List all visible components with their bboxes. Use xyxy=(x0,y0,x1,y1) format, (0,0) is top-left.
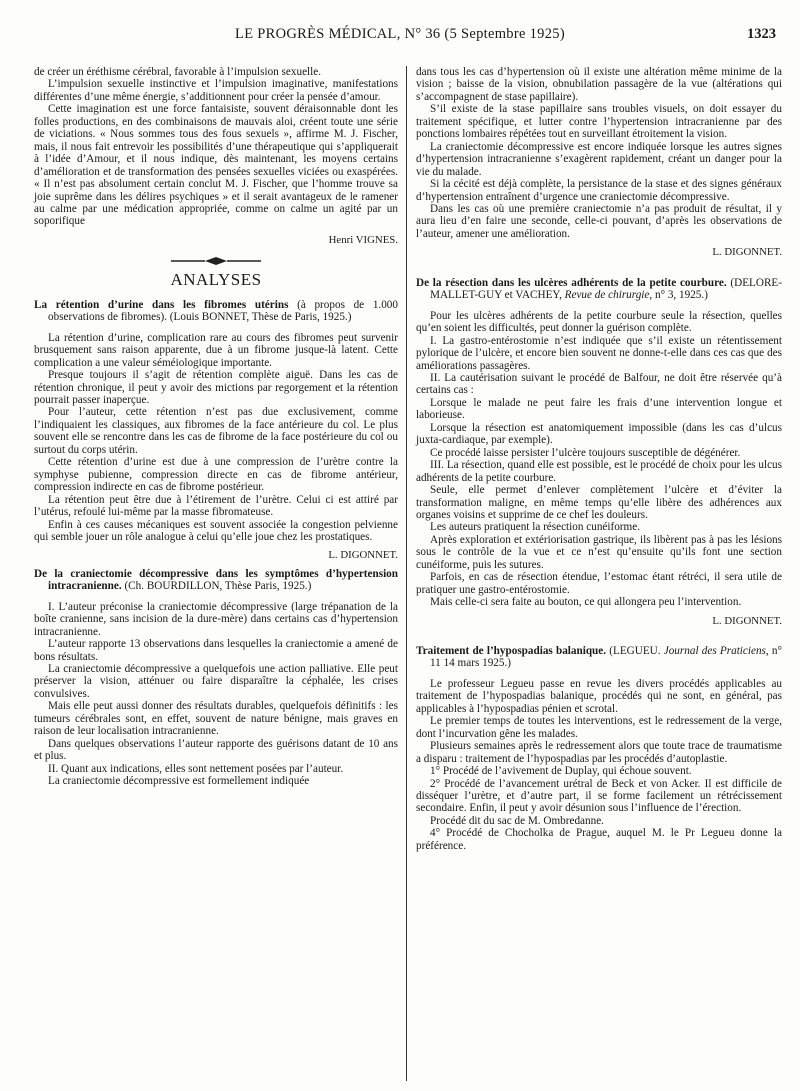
right-column xyxy=(416,66,782,852)
page-number: 1323 xyxy=(747,26,776,42)
paragraph: Enfin à ces causes mécaniques est souvent associée la congestion pelvienne qui semble jouer un rôle analogue à celui qu’elle joue chez les prostatiques. xyxy=(34,518,398,543)
paragraph: La rétention peut être due à l’étirement de l’urètre. Celui ci est attiré par l’utérus, refoulé lui-même par la masse fibromateuse. xyxy=(34,493,398,519)
article-title: De la résection dans les ulcères adhérents de la petite courbure. xyxy=(416,276,727,289)
article-reference: (DELORE-MALLET-GUY et VACHEY, xyxy=(430,276,782,302)
article-reference-end: , n° 3, 1925.) xyxy=(649,289,708,302)
signature-text: L. DIGONNET. xyxy=(712,614,782,627)
paragraph: Après exploration et extériorisation gastrique, ils libèrent pas à pas les lésions sous le contrôle de la vue et ce n’est qu’ensuite qu’ils font une section cunéiforme, puis les sutures. xyxy=(416,533,782,571)
paragraph: Parfois, en cas de résection étendue, l’estomac étant rétréci, il sera utile de pratiquer une gastro-entérostomie. xyxy=(416,571,782,596)
journal-name: Revue de chirurgie xyxy=(564,289,650,302)
paragraph: L’impulsion sexuelle instinctive et l’impulsion imaginative, manifestations différentes d’une même énergie, s’additionnent pour créer la pensée d’amour. xyxy=(34,78,398,103)
paragraph: L’auteur rapporte 13 observations dans lesquelles la craniectomie a amené de bons résultats. xyxy=(34,638,398,663)
paragraph: Lorsque la résection est anatomiquement impossible (dans les cas d’ulcus juxta-cardiaque, par exemple). xyxy=(416,421,782,447)
paragraph: II. La cautérisation suivant le procédé de Balfour, ne doit être réservée qu’à certains cas : xyxy=(416,371,782,397)
paragraph: 4° Procédé de Chocholka de Prague, auquel M. le Pr Legueu donne la préférence. xyxy=(416,827,782,852)
article-reference: (LEGUEU. xyxy=(606,645,664,658)
paragraph: Seule, elle permet d’enlever complètement l’ulcère et d’éviter la transformation maligne, en même temps qu’elle libère des adhérences aux organes voisins et supprime de ce chef les douleurs. xyxy=(416,484,782,521)
signature xyxy=(34,549,398,561)
paragraph: Pour les ulcères adhérents de la petite courbure seule la résection, quelles qu’en soient les difficultés, peut donner la guérison complète. xyxy=(416,309,782,335)
paragraph: Cette rétention d’urine est due à une compression de l’urètre contre la symphyse pubienne, compression directe en cas de fibrome antérieur, compression indirecte en cas de fibrome postérieur. xyxy=(34,456,398,494)
paragraph: dans tous les cas d’hypertension où il existe une altération même minime de la vision ; baisse de la vision, obnubilation passagère de la vue (altérations qui s’accompagnent de stase papillaire). xyxy=(416,66,782,103)
article-heading xyxy=(416,277,782,302)
paragraph: Si la cécité est déjà complète, la persistance de la stase et des signes généraux d’hypertension entraînent d’urgence une craniectomie décompressive. xyxy=(416,178,782,203)
paragraph: La craniectomie décompressive est encore indiquée lorsque les autres signes d’hypertension intracranienne s’exagèrent rapidement, créant un danger pour la vie du malade. xyxy=(416,140,782,178)
column-divider xyxy=(406,66,407,1081)
paragraph: de créer un éréthisme cérébral, favorable à l’impulsion sexuelle. xyxy=(34,66,322,78)
article-title: Traitement de l’hypospadias balanique. xyxy=(416,645,607,658)
paragraph: 2° Procédé de l’avancement urétral de Beck et von Acker. Il est difficile de disséquer l’urètre, et d’autre part, il se forme facilement un rétrécissement secondaire. Enfin, il peut y avoir désunion sous l’influence de l’érection. xyxy=(416,777,782,815)
signature xyxy=(416,246,782,258)
article-heading xyxy=(34,568,398,593)
paragraph: La craniectomie décompressive a quelquefois une action palliative. Elle peut préserver la vision, atténuer ou faire disparaître la céphalée, les crises convulsives. xyxy=(34,663,398,700)
paragraph: La rétention d’urine, complication rare au cours des fibromes peut survenir brusquement sans raison apparente, due à un fibrome jusque-là latent. Cette complication a une valeur séméiologique importante. xyxy=(34,331,398,369)
page-header xyxy=(0,6,800,40)
paragraph: Procédé dit du sac de M. Ombredanne. xyxy=(430,814,604,827)
paragraph: La craniectomie décompressive est formellement indiquée xyxy=(48,775,310,788)
paragraph: Pour l’auteur, cette rétention n’est pas due exclusivement, comme l’indiquaient les classiques, aux fibromes de la face antérieure du col. Le plus souvent elle se rencontre dans les cas de fibrome de la face postérieure du col ou surtout du corps utérin. xyxy=(34,406,398,456)
paragraph: Plusieurs semaines après le redressement alors que toute trace de traumatisme a disparu : traitement de l’hypospadias par les procédés d’autoplastie. xyxy=(416,740,782,765)
paragraph: Presque toujours il s’agit de rétention complète aiguë. Dans les cas de rétention chronique, il peut y avoir des mictions par regorgement et la rétention pourrait passer inaperçue. xyxy=(34,369,398,406)
paragraph: Cette imagination est une force fantaisiste, souvent déraisonnable dont les folles productions, en des combinaisons de mauvais aloi, créent toute une série de viciations. « Nous sommes tous des fous sexuels », affirme M. J. Fischer, mais, il nous fait entrevoir les possibilités d’une thérapeutique qui s’appliquerait à l’idée d’Amour, et il nous indique, dès maintenant, les moyens certains d’amélioration et de transformation des pensées sexuelles viciées ou exaspérées. « Il n’est pas absolument certain conclut M. J. Fischer, que l’homme trouve sa joie suprême dans les délires psychiques » et il serait avantageux de le ramener au calme par une médication appropriée, comme on calme un agité par un soporifique xyxy=(34,103,398,228)
paragraph: 1° Procédé de l’avivement de Duplay, qui échoue souvent. xyxy=(430,765,692,778)
left-column xyxy=(34,66,398,788)
paragraph: Dans quelques observations l’auteur rapporte des guérisons datant de 10 ans et plus. xyxy=(34,737,398,763)
article-reference: (Ch. BOURDILLON, Thèse Paris, 1925.) xyxy=(121,580,312,593)
running-title: LE PROGRÈS MÉDICAL, N° 36 (5 Septembre 1925) xyxy=(235,26,565,42)
article-reference-end: , n° 11 14 mars 1925.) xyxy=(430,645,782,670)
article-heading xyxy=(34,299,398,324)
paragraph: Dans les cas où une première craniectomie n’a pas produit de résultat, il y aura lieu d’en faire une seconde, celle-ci pouvant, d’après les observations de l’auteur, amener une amélioration. xyxy=(416,202,782,240)
signature-text: Henri VIGNES. xyxy=(328,233,398,246)
signature-text: L. DIGONNET. xyxy=(712,246,782,259)
paragraph: I. L’auteur préconise la craniectomie décompressive (large trépanation de la boîte cranienne, sans incision de la dure-mère) dans certains cas d’hypertension intracranienne. xyxy=(34,600,398,638)
paragraph: I. La gastro-entérostomie n’est indiquée que s’il existe un rétentissement pylorique de l’ulcère, et encore bien souvent ne donne-t-elle dans ces cas que des améliorations passagères. xyxy=(416,334,782,372)
paragraph: Mais celle-ci sera faite au bouton, ce qui allongera peu l’intervention. xyxy=(430,596,742,609)
signature xyxy=(416,615,782,627)
paragraph: Les auteurs pratiquent la résection cunéiforme. xyxy=(430,521,640,534)
paragraph: Lorsque le malade ne peut faire les frais d’une intervention longue et laborieuse. xyxy=(416,396,782,422)
paragraph: Ce procédé laisse persister l’ulcère toujours susceptible de dégénérer. xyxy=(430,446,741,459)
article-heading xyxy=(416,645,782,670)
paragraph: III. La résection, quand elle est possible, est le procédé de choix pour les ulcus adhérents de la petite courbure. xyxy=(416,459,782,484)
article-title: De la craniectomie décompressive dans les symptômes d’hypertension intracranienne. xyxy=(34,567,398,593)
ornament-divider xyxy=(34,256,398,266)
paragraph: II. Quant aux indications, elles sont nettement posées par l’auteur. xyxy=(48,762,344,775)
paragraph: Le premier temps de toutes les interventions, est le redressement de la verge, dont l’incurvation gêne les malades. xyxy=(416,715,782,740)
signature xyxy=(34,234,398,246)
article-reference: (à propos de 1.000 observations de fibromes). (Louis BONNET, Thèse de Paris, 1925.) xyxy=(48,298,398,324)
journal-name: Journal des Praticiens xyxy=(663,645,766,658)
paragraph: S’il existe de la stase papillaire sans troubles visuels, on doit essayer du traitement spécifique, et lutter contre l’hypertension intracranienne par des ponctions lombaires répétées tout en surveillant étroitement la vision. xyxy=(416,103,782,141)
section-title: ANALYSES xyxy=(170,270,262,290)
paragraph: Le professeur Legueu passe en revue les divers procédés applicables au traitement de l’hypospadias balanique, procédés qui ne sont, en général, pas applicables à l’hypospadias pénien et scrotal. xyxy=(416,677,782,715)
signature-text: L. DIGONNET. xyxy=(328,549,398,562)
article-title: La rétention d’urine dans les fibromes utérins xyxy=(34,298,289,311)
paragraph: Mais elle peut aussi donner des résultats durables, quelquefois définitifs : les tumeurs cérébrales sont, en effet, souvent de nature bénigne, mais graves en raison de leur localisation intracranienne. xyxy=(34,700,398,738)
